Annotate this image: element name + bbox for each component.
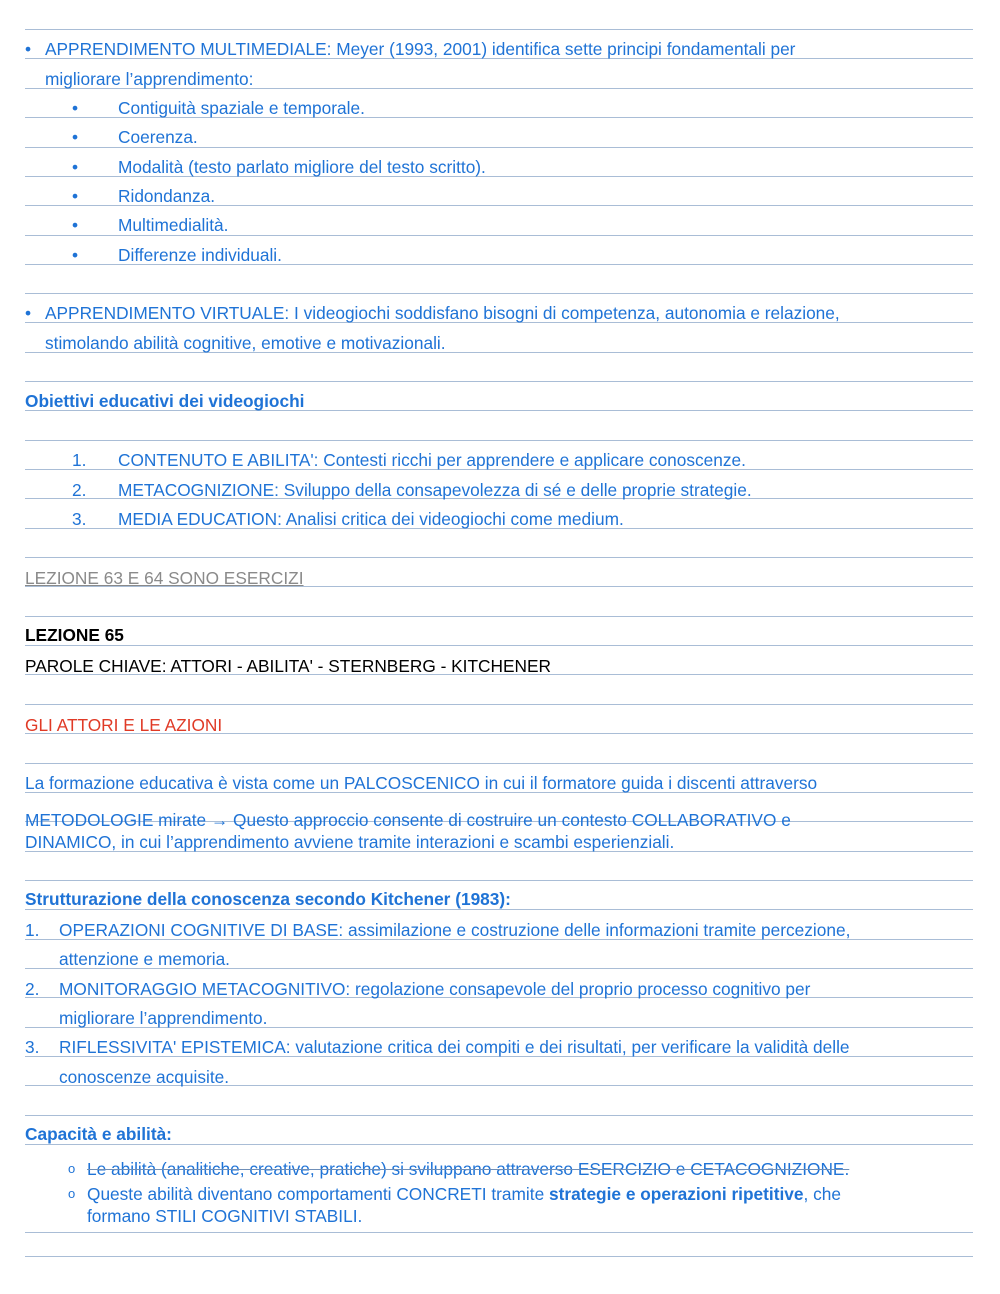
principle-item: Coerenza. xyxy=(118,127,198,147)
ruled-line xyxy=(25,645,973,646)
circle-bullet-marker: o xyxy=(68,1186,76,1201)
abilities-item: Le abilità (analitiche, creative, pratiche) si sviluppano attraverso ESERCIZIO e CETACOGNIZIONE. xyxy=(87,1159,850,1179)
objective-item: CONTENUTO E ABILITA': Contesti ricchi per apprendere e applicare conoscenze. xyxy=(118,450,746,470)
principle-item: Modalità (testo parlato migliore del testo scritto). xyxy=(118,157,486,177)
ruled-line xyxy=(25,616,973,617)
ruled-line xyxy=(25,1232,973,1233)
objectives-heading: Obiettivi educativi dei videogiochi xyxy=(25,391,305,411)
ruled-line xyxy=(25,293,973,294)
objective-number: 2. xyxy=(72,480,87,500)
virtual-learning-line: stimolando abilità cognitive, emotive e motivazionali. xyxy=(45,333,446,353)
ruled-line xyxy=(25,763,973,764)
sub-bullet-marker: • xyxy=(72,98,79,118)
bullet-marker: • xyxy=(25,303,32,323)
abilities-heading: Capacità e abilità: xyxy=(25,1124,172,1144)
ruled-line xyxy=(25,1144,973,1145)
ruled-line xyxy=(25,704,973,705)
sub-bullet-marker: • xyxy=(72,157,79,177)
principle-item: Contiguità spaziale e temporale. xyxy=(118,98,365,118)
ruled-line xyxy=(25,235,973,236)
ruled-line xyxy=(25,1115,973,1116)
actors-heading: GLI ATTORI E LE AZIONI xyxy=(25,715,223,735)
kitchener-number: 3. xyxy=(25,1037,40,1057)
intro-paragraph-line: La formazione educativa è vista come un PALCOSCENICO in cui il formatore guida i discenti attraverso xyxy=(25,773,818,793)
intro-paragraph-line: DINAMICO, in cui l’apprendimento avviene tramite interazioni e scambi esperienziali. xyxy=(25,832,675,852)
kitchener-item-line: migliorare l’apprendimento. xyxy=(59,1008,268,1028)
virtual-learning-line: APPRENDIMENTO VIRTUALE: I videogiochi soddisfano bisogni di competenza, autonomia e relazione, xyxy=(45,303,840,323)
sub-bullet-marker: • xyxy=(72,215,79,235)
kitchener-number: 1. xyxy=(25,920,40,940)
ruled-line xyxy=(25,1256,973,1257)
objective-item: METACOGNIZIONE: Sviluppo della consapevolezza di sé e delle proprie strategie. xyxy=(118,480,752,500)
ruled-line xyxy=(25,147,973,148)
lessons-note: LEZIONE 63 E 64 SONO ESERCIZI xyxy=(25,568,304,588)
sub-bullet-marker: • xyxy=(72,127,79,147)
lesson-keywords: PAROLE CHIAVE: ATTORI - ABILITA' - STERNBERG - KITCHENER xyxy=(25,656,551,676)
ruled-line xyxy=(25,381,973,382)
ruled-line xyxy=(25,557,973,558)
kitchener-item-line: OPERAZIONI COGNITIVE DI BASE: assimilazione e costruzione delle informazioni tramite percezione, xyxy=(59,920,851,940)
kitchener-item-line: MONITORAGGIO METACOGNITIVO: regolazione consapevole del proprio processo cognitivo per xyxy=(59,979,811,999)
principle-item: Differenze individuali. xyxy=(118,245,282,265)
objective-number: 3. xyxy=(72,509,87,529)
lesson-title: LEZIONE 65 xyxy=(25,625,124,645)
ruled-line xyxy=(25,880,973,881)
abilities-item-bold-text: strategie e operazioni ripetitive xyxy=(548,1184,804,1204)
abilities-item-line: formano STILI COGNITIVI STABILI. xyxy=(87,1206,363,1226)
sub-bullet-marker: • xyxy=(72,245,79,265)
abilities-item-text: Queste abilità diventano comportamenti CONCRETI tramite xyxy=(87,1184,549,1204)
ruled-line xyxy=(25,29,973,30)
kitchener-heading: Strutturazione della conoscenza secondo Kitchener (1983): xyxy=(25,889,511,909)
kitchener-item-line: conoscenze acquisite. xyxy=(59,1067,230,1087)
sub-bullet-marker: • xyxy=(72,186,79,206)
kitchener-item-line: attenzione e memoria. xyxy=(59,949,230,969)
principle-item: Ridondanza. xyxy=(118,186,216,206)
intro-paragraph-line: METODOLOGIE mirate → Questo approccio consente di costruire un contesto COLLABORATIVO e xyxy=(25,810,791,830)
ruled-line xyxy=(25,909,973,910)
multimedia-intro-line: APPRENDIMENTO MULTIMEDIALE: Meyer (1993, 2001) identifica sette principi fondamentali per xyxy=(45,39,796,59)
objective-number: 1. xyxy=(72,450,87,470)
multimedia-intro-line: migliorare l’apprendimento: xyxy=(45,69,254,89)
principle-item: Multimedialità. xyxy=(118,215,229,235)
kitchener-number: 2. xyxy=(25,979,40,999)
bullet-marker: • xyxy=(25,39,32,59)
circle-bullet-marker: o xyxy=(68,1161,76,1176)
ruled-line xyxy=(25,440,973,441)
abilities-item-text: , che xyxy=(803,1184,841,1204)
abilities-item xyxy=(87,1184,841,1204)
objective-item: MEDIA EDUCATION: Analisi critica dei videogiochi come medium. xyxy=(118,509,624,529)
kitchener-item-line: RIFLESSIVITA' EPISTEMICA: valutazione critica dei compiti e dei risultati, per verificare la validità delle xyxy=(59,1037,850,1057)
